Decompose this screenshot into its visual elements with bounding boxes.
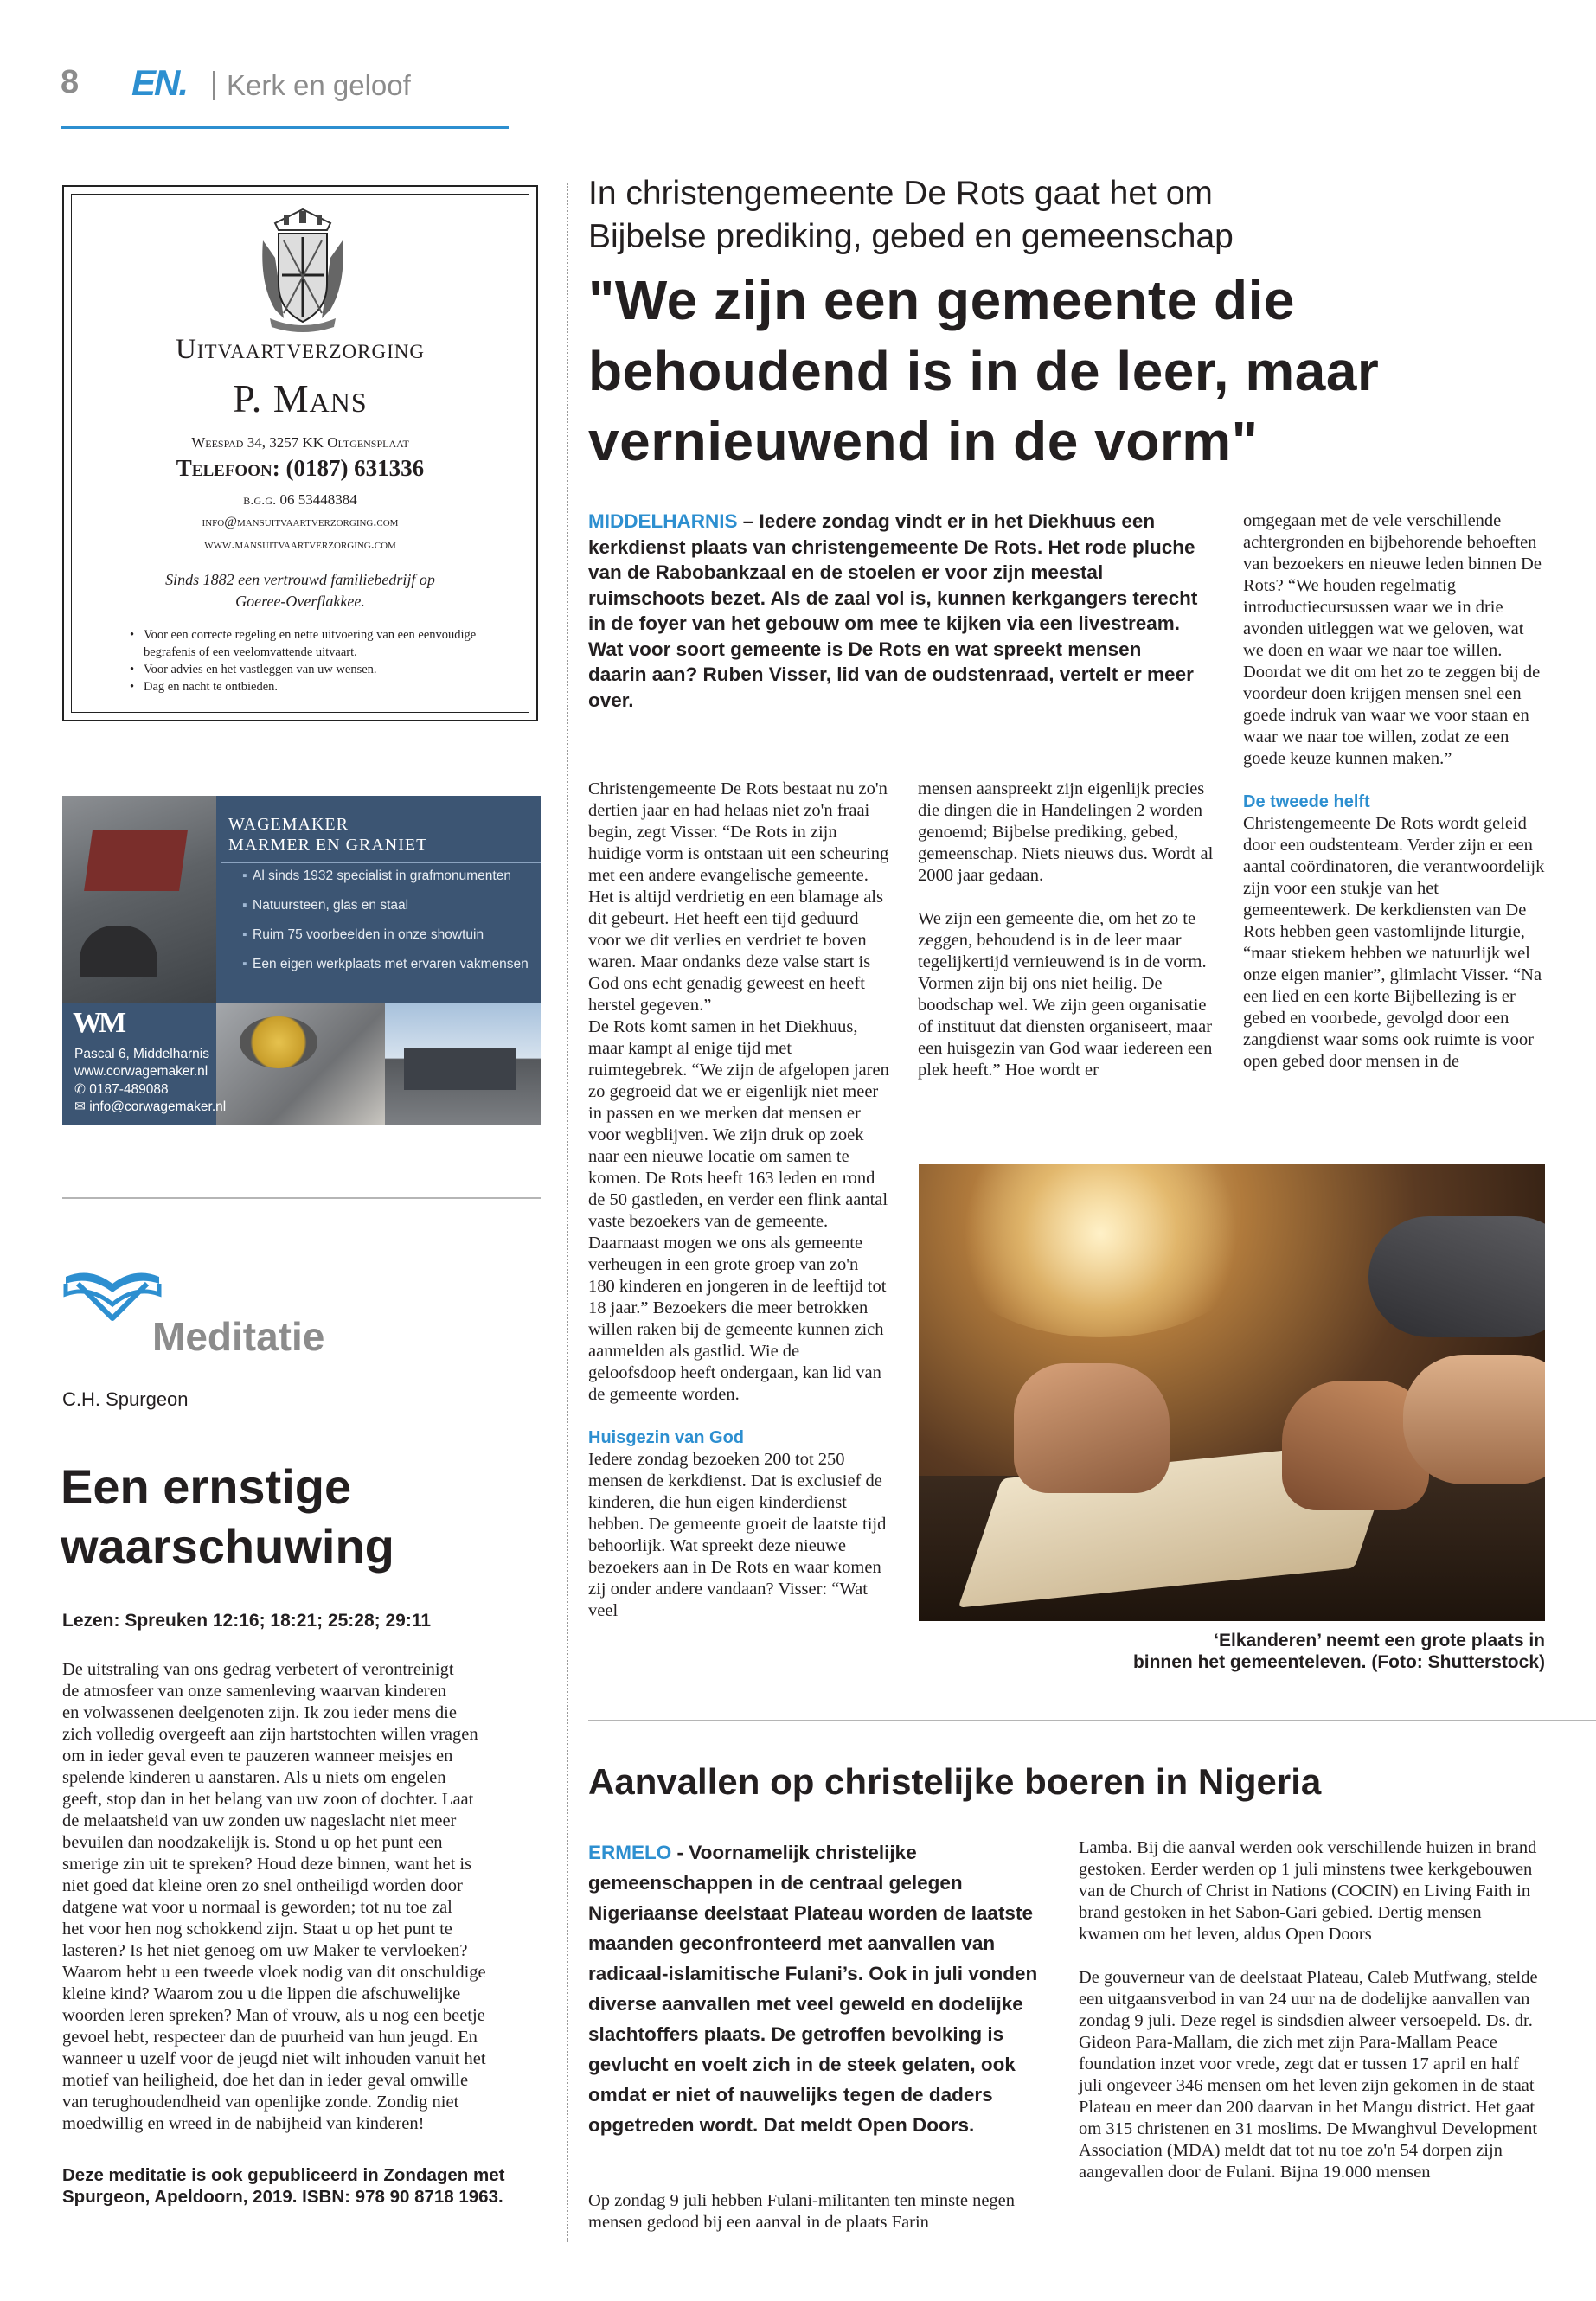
ad-mans-tagline1: Sinds 1882 een vertrouwd familiebedrijf op — [165, 571, 435, 588]
header-rule — [61, 126, 509, 129]
nigeria-paragraph: Op zondag 9 juli hebben Fulani-militanten ten minste negen mensen gedood bij een aanval in de plaats Farin — [588, 2191, 1016, 2232]
meditatie-body — [62, 1659, 555, 2135]
nigeria-col2 — [1079, 1837, 1546, 2205]
article-paragraph: mensen aanspreekt zijn eigenlijk precies die dingen die in Handelingen 2 worden genoemd; Bijbelse prediking, gebed, gemeenschap. Niets nieuws dus. Wordt al 2000 jaar gedaan. — [918, 779, 1214, 885]
article-kicker-line1: In christengemeente De Rots gaat het om — [588, 175, 1213, 212]
meditatie-line: spelende kinderen u aanstaren. Als u niets om engelen — [62, 1768, 446, 1787]
photo-caption-line1: ‘Elkanderen’ neemt een grote plaats in — [1214, 1631, 1545, 1650]
meditatie-line: zich volledig overgeeft aan zijn hartstochten willen vragen — [62, 1725, 478, 1744]
wagemaker-email: info@corwagemaker.nl — [89, 1099, 227, 1114]
meditatie-reading: Lezen: Spreuken 12:16; 18:21; 25:28; 29:11 — [62, 1611, 432, 1631]
nigeria-intro — [588, 1837, 1051, 2140]
mail-icon: ✉ — [74, 1099, 90, 1114]
ad-mans-bgg: b.g.g. 06 53448384 — [243, 491, 357, 508]
wagemaker-bullet: ▪ Een eigen werkplaats met ervaren vakmensen — [242, 957, 529, 971]
nigeria-col1 — [588, 2190, 1047, 2255]
section-title: Kerk en geloof — [227, 69, 411, 101]
wagemaker-phone: 0187-489088 — [89, 1082, 169, 1097]
meditatie-line: het voor hen nog schokkend zijn. Staat u op het punt te — [62, 1920, 452, 1939]
photo-arm-right — [1403, 1355, 1545, 1484]
wagemaker-bullet: ▪ Natuursteen, glas en staal — [242, 898, 409, 913]
ad-mans-bullet: • Voor een correcte regeling en nette uitvoering van een eenvoudige begrafenis of een veelomvattende uitvaart. — [130, 628, 477, 659]
building-shape — [404, 1048, 516, 1090]
meditatie-line: lasteren? Is het niet genoeg om uw Maker te vervloeken? — [62, 1941, 468, 1960]
open-book-heart-icon — [62, 1265, 163, 1327]
ad-mans-tagline2: Goeree-Overflakkee. — [235, 593, 365, 610]
ad-mans-phone: Telefoon: (0187) 631336 — [176, 455, 425, 481]
meditatie-line: wanneer u uzelf voor de jeugd niet wilt inhouden vanuit het — [62, 2049, 486, 2068]
article-headline-line3: vernieuwend in de vorm" — [588, 410, 1259, 472]
nigeria-headline: Aanvallen op christelijke boeren in Nigeria — [588, 1761, 1322, 1802]
gravestone-photo-top-strip — [216, 796, 541, 810]
ad-mans-web: www.mansuitvaartverzorging.com — [204, 537, 396, 552]
wagemaker-title1: WAGEMAKER — [228, 815, 349, 834]
meditatie-line: niet goed dat kleine oren zo snel ontheiligd worden door — [62, 1876, 463, 1895]
article-col3 — [1243, 510, 1546, 1094]
meditatie-line: datgene wat voor u normaal is geworden; tot nu toe zal — [62, 1898, 452, 1917]
meditatie-line: van terughoudendheid van openlijke zonde. Zondig niet — [62, 2093, 459, 2112]
ad-mans-bullets — [130, 626, 484, 695]
wagemaker-web: www.corwagemaker.nl — [74, 1064, 208, 1079]
ad-mans-bullet: • Dag en nacht te ontbieden. — [130, 680, 279, 694]
article-headline-line2: behoudend is in de leer, maar — [588, 340, 1380, 402]
phone-icon: ✆ — [74, 1082, 90, 1097]
article-headline-line1: "We zijn een gemeente die — [588, 269, 1295, 331]
wagemaker-bullet: ▪ Ruim 75 voorbeelden in onze showtuin — [242, 927, 484, 942]
page-number: 8 — [61, 64, 80, 100]
wagemaker-address: Pascal 6, Middelharnis — [74, 1047, 209, 1061]
article-paragraph: omgegaan met de vele verschillende achtergronden en bijbehorende behoeften van bezoekers en nieuwe leden binnen De Rots? “We houden regelmatig introductiecursussen waar we in drie avonden uitleggen wat we geloven, wat we doen en waar we naar toe willen. Doordat we dit om het zo te zeggen bij de voordeur doen krijgen mensen snel een goede indruk van waar we voor staan en waar we naar toe willen, zodat ze een goede keuze kunnen maken.” — [1243, 511, 1542, 768]
subhead-tweede-helft: De tweede helft — [1243, 792, 1370, 811]
meditatie-line: de melaatsheid van uw zonden uw nageslacht niet meer — [62, 1811, 457, 1830]
meditatie-label: Meditatie — [152, 1314, 325, 1359]
meditatie-line: Waarom hebt u een tweede vloek nodig van dit onschuldige — [62, 1963, 486, 1982]
meditatie-author: C.H. Spurgeon — [62, 1388, 189, 1410]
wagemaker-email-row — [74, 1099, 226, 1115]
article-paragraph: De Rots komt samen in het Diekhuus, maar kampt al enige tijd met ruimtegebrek. “We zijn de afgelopen jaren zo gegroeid dat we er eigenlijk niet meer in passen en we merken dat mensen er voor wegblijven. We zijn druk op zoek naar een nieuwe locatie om samen te komen. De Rots heeft 163 leden en rond de 50 gastleden, en verder een flink aantal vaste bezoekers van de gemeente. Daarnaast mogen we ons als gemeente verheugen in een grote groep van zo'n 180 kinderen en jongeren in de leeftijd tot 18 jaar.” Bezoekers die meer betrokken willen raken bij de gemeente kunnen zich aanmelden als gastlid. Wie de geloofsdoop heeft ondergaan, kan lid van de gemeente worden. — [588, 1017, 889, 1404]
bullet-dot-icon: ▪ — [242, 957, 247, 971]
meditatie-line: De uitstraling van ons gedrag verbetert of verontreinigt — [62, 1660, 454, 1679]
ad-mans-title2: P. Mans — [233, 376, 368, 420]
wagemaker-phone-row — [74, 1081, 169, 1098]
meditatie-line: gevoel hebt, respecteer dan de puurheid van hun jeugd. En — [62, 2028, 478, 2047]
nigeria-paragraph: Lamba. Bij die aanval werden ook verschillende huizen in brand gestoken. Eerder werden op 1 juli minstens twee kerkgebouwen van de Church of Christ in Nations (COCIN) en Living Faith in brand gestoken in het Sabon-Gari gebied. Dertig mensen kwamen om het leven, aldus Open Doors — [1079, 1838, 1537, 1944]
gravestone-red — [84, 830, 188, 891]
left-column-rule — [62, 1197, 541, 1199]
article-dateline: MIDDELHARNIS — [588, 510, 738, 532]
article-paragraph: Christengemeente De Rots wordt geleid door een oudstenteam. Verder zijn er een aantal coördinatoren, die verantwoordelijk zijn voor een stukje van het gemeentewerk. De kerkdiensten van De Rots hebben geen vastomlijnde liturgie, “maar stiekem hebben we natuurlijk wel onze eigen manier”, glimlacht Visser. “Na een lied en een korte Bijbellezing is er gebed en voorbede, gevolgd door een zangdienst waar soms ook ruimte is voor open gebed door mensen in de — [1243, 814, 1545, 1071]
coat-of-arms-icon — [258, 206, 348, 336]
meditatie-title-line1: Een ernstige — [61, 1459, 352, 1514]
article-paragraph: Iedere zondag bezoeken 200 tot 250 mensen de kerkdienst. Dat is exclusief de kinderen, die hun eigen kinderdienst hebben. De gemeente groeit de laatste tijd behoorlijk. Wat spreekt deze nieuwe bezoekers aan in De Rots en waar komen zij onder andere vandaan? Visser: “Wat veel — [588, 1450, 887, 1620]
ad-wagemaker — [62, 796, 541, 1125]
meditatie-line: motief van heiligheid, doe het dan in ieder geval omwille — [62, 2071, 469, 2090]
meditatie-line: smerige zin uit te spreken? Houd deze binnen, want het is — [62, 1855, 472, 1874]
ad-mans-bullet: • Voor advies en het vastleggen van uw wensen. — [130, 663, 377, 676]
meditatie-line: kleine kind? Waarom zou u die lippen die afschuwelijke — [62, 1984, 461, 2003]
meditatie-line: en volwassenen deelgenoten zijn. Ik zou ieder mens die — [62, 1703, 457, 1722]
wagemaker-title-rule — [221, 862, 541, 863]
article-paragraph: We zijn een gemeente die, om het zo te zeggen, behoudend is in de leer maar tegelijkertijd vernieuwend is in de vorm. Vormen zijn bij ons niet heilig. De boodschap wel. We zijn geen organisatie of instituut dat diensten organiseert, maar een huisgezin van God waar iedereen een plek heeft.” Hoe wordt er — [918, 909, 1213, 1080]
meditatie-line: bevuilen dan noodzakelijk is. Stond u op het punt een — [62, 1833, 443, 1852]
en-logo: EN. — [131, 62, 188, 103]
article-intro-text: – Iedere zondag vindt er in het Diekhuus een kerkdienst plaats van christengemeente De Rots. Het rode pluche van de Rabobankzaal en de stoelen er voor zijn meestal ruimschoots bezet. Als de zaal vol is, kunnen kerkgangers terecht in de foyer van het gebouw om mee te kijken via een livestream. Wat voor soort gemeente is De Rots en wat spreekt mensen daarin aan? Ruben Visser, lid van de oudstenraad, vertelt er meer over. — [588, 510, 1198, 711]
grinding-disc — [240, 1016, 317, 1068]
praying-hands-photo — [919, 1164, 1545, 1621]
photo-arm-top — [1368, 1216, 1545, 1337]
wagemaker-bullets — [242, 868, 529, 972]
meditatie-line: om in ieder geval even te pauzeren wanneer meisjes en — [62, 1747, 453, 1766]
column-divider — [567, 183, 568, 2242]
article-separator — [588, 1720, 1596, 1721]
bullet-dot-icon: ▪ — [242, 868, 247, 883]
nigeria-paragraph: De gouverneur van de deelstaat Plateau, Caleb Mutfwang, stelde een uitgaansverbod in van 24 uur na de dodelijke aanvallen van zondag 9 juli. Deze regel is sindsdien alweer versoepeld. Ds. dr. Gideon Para-Mallam, die zich met zijn Para-Mallam Peace foundation inzet voor vrede, zegt dat er tussen 17 april en half juli ongeveer 346 mensen om het leven zijn gekomen in de staat Plateau en meer dan 200 daarvan in het Mangu district. Het gaat om 315 christenen en 31 moslims. De Mwanghvul Development Association (MDA) meldt dat tot nu toe zo'n 54 dorpen zijn aangevallen door de Fulani. Bijna 19.000 mensen — [1079, 1968, 1538, 2182]
meditatie-line: moedwillig en wreed in de nabijheid van kinderen! — [62, 2114, 425, 2133]
photo-caption-line2: binnen het gemeenteleven. (Foto: Shutterstock) — [1132, 1652, 1545, 1672]
meditatie-line: geeft, stop dan in het belang van uw zoon of dochter. Laat — [62, 1790, 474, 1809]
meditatie-footer: Deze meditatie is ook gepubliceerd in Zondagen met Spurgeon, Apeldoorn, 2019. ISBN: 978 90 8718 1963. — [62, 2165, 505, 2207]
meditatie-title-line2: waarschuwing — [61, 1519, 394, 1574]
article-col2 — [918, 779, 1221, 1103]
subhead-huisgezin: Huisgezin van God — [588, 1428, 745, 1447]
article-kicker-line2: Bijbelse prediking, gebed en gemeenschap — [588, 218, 1234, 255]
nigeria-intro-text: - Voornamelijk christelijke gemeenschappen in de centraal gelegen Nigeriaanse deelstaat Plateau worden de laatste maanden geconfronteerd met aanvallen van radicaal-islamitische Fulani’s. Ook in juli vonden diverse aanvallen met veel geweld en dodelijke slachtoffers plaats. De getroffen bevolking is gevlucht en voelt zich in de steek gelaten, ook omdat er niet of nauwelijks tegen de daders opgetreden wordt. Dat meldt Open Doors. — [588, 1842, 1038, 2136]
meditatie-line: de atmosfeer van onze samenleving waarvan kinderen — [62, 1682, 446, 1701]
nigeria-dateline: ERMELO — [588, 1842, 672, 1863]
bullet-dot-icon: ▪ — [242, 927, 247, 942]
ad-mans-email: info@mansuitvaartverzorging.com — [202, 515, 399, 529]
header-divider — [213, 71, 215, 100]
wagemaker-bullet: ▪ Al sinds 1932 specialist in grafmonumenten — [242, 868, 511, 883]
article-col1 — [588, 779, 889, 1644]
bullet-dot-icon: ▪ — [242, 898, 247, 913]
wagemaker-title2: MARMER EN GRANIET — [228, 836, 428, 855]
ad-mans-address: Weespad 34, 3257 KK Oltgensplaat — [191, 434, 409, 451]
article-paragraph: Christengemeente De Rots bestaat nu zo'n dertien jaar en had helaas niet zo'n fraai begin, zegt Visser. “De Rots in zijn huidige vorm is ontstaan uit een scheuring met een andere evangelische gemeente. Het is altijd verdrietig en een blamage als dit gebeurt. Het heeft een tijd geduurd voor we dit verlies en verdriet te boven waren. Maar ondanks deze valse start is God ons echt genadig geweest en heeft herstel gegeven.” — [588, 779, 889, 1015]
ad-mans — [62, 185, 538, 721]
meditatie-line: woorden leren spreken? Man of vrouw, als u nog een beetje — [62, 2006, 485, 2025]
ad-mans-title1: Uitvaartverzorging — [176, 334, 425, 365]
wagemaker-logo: WM — [73, 1007, 124, 1039]
article-intro — [588, 509, 1202, 713]
photo-hands-left — [1014, 1363, 1170, 1493]
photo-bokeh-light — [936, 1164, 1265, 1337]
